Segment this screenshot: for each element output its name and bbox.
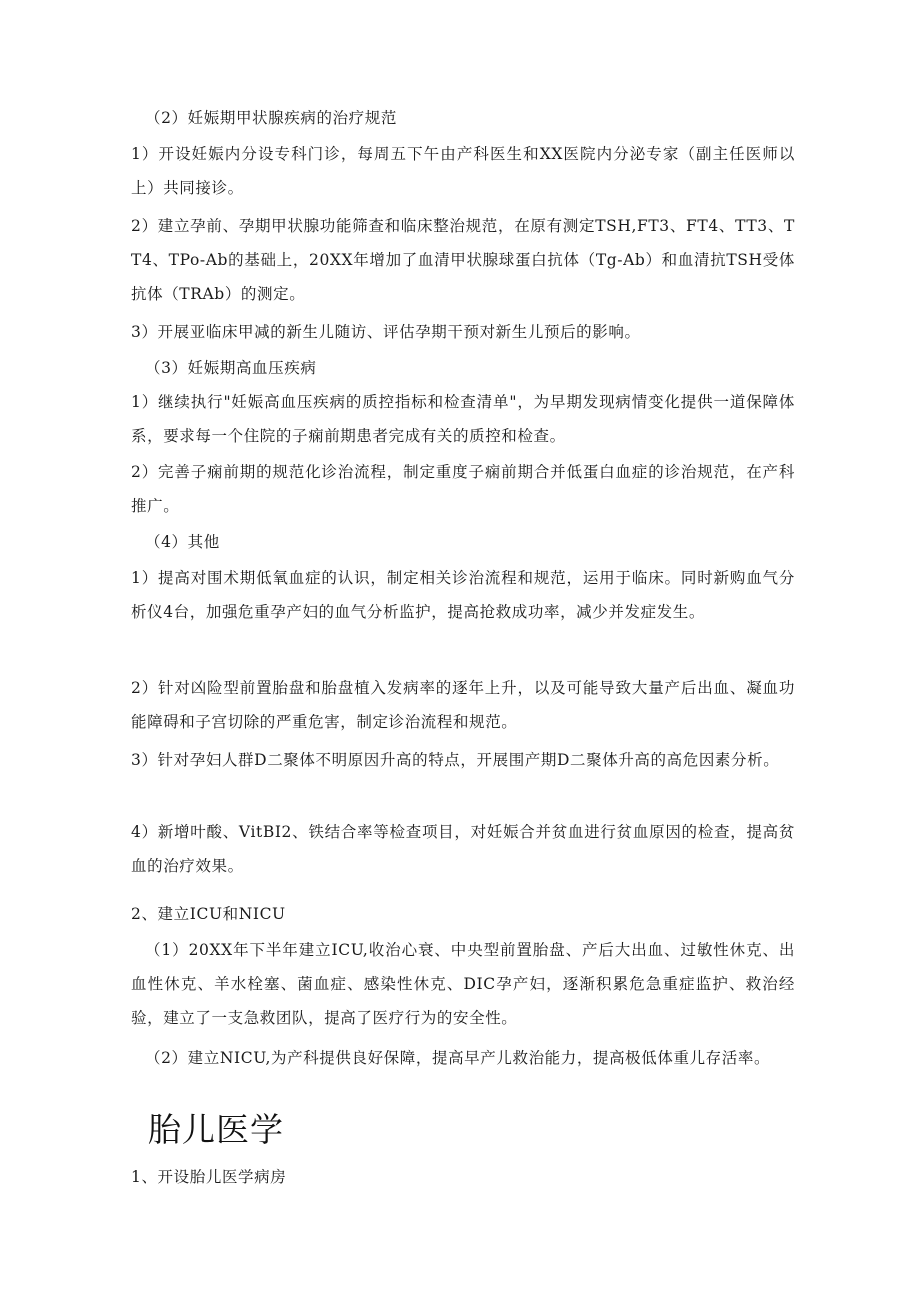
- paragraph-other-3: 3）针对孕妇人群D二聚体不明原因升高的特点，开展围产期D二聚体升高的高危因素分析。: [131, 751, 780, 769]
- paragraph-other-2: 2）针对凶险型前置胎盘和胎盘植入发病率的逐年上升，以及可能导致大量产后出血、凝血功能障碍和子宫切除的严重危害，制定诊治流程和规范。: [131, 679, 795, 731]
- paragraph-icu-2: （2）建立NICU,为产科提供良好保障，提高早产儿救治能力，提高极低体重儿存活率。: [145, 1049, 771, 1067]
- paragraph-thyroid-2: 2）建立孕前、孕期甲状腺功能筛查和临床整治规范，在原有测定TSH,FT3、FT4、TT3、TT4、TPo-Ab的基础上，20XX年增加了血清甲状腺球蛋白抗体（Tg-Ab）和血清抗TSH受体抗体（TRAb）的测定。: [131, 217, 795, 303]
- paragraph-other-1: 1）提高对围术期低氧血症的认识，制定相关诊治流程和规范，运用于临床。同时新购血气分析仪4台，加强危重孕产妇的血气分析监护，提高抢救成功率，减少并发症发生。: [131, 569, 795, 621]
- paragraph-thyroid-3: 3）开展亚临床甲减的新生儿随访、评估孕期干预对新生儿预后的影响。: [131, 323, 641, 341]
- paragraph-hypertension-1: 1）继续执行"妊娠高血压疾病的质控指标和检查清单"，为早期发现病情变化提供一道保障体系，要求每一个住院的子痫前期患者完成有关的质控和检查。: [131, 393, 795, 445]
- paragraph-other-4: 4）新增叶酸、VitBI2、铁结合率等检查项目，对妊娠合并贫血进行贫血原因的检查，提高贫血的治疗效果。: [131, 823, 795, 875]
- list-item-fetal-ward: 1、开设胎儿医学病房: [131, 1168, 287, 1186]
- section-heading-fetal-medicine: 胎儿医学: [148, 1110, 284, 1149]
- subsection-heading-hypertension: （3）妊娠期高血压疾病: [145, 359, 317, 377]
- section-heading-icu: 2、建立ICU和NICU: [131, 905, 286, 923]
- paragraph-thyroid-1: 1）开设妊娠内分设专科门诊，每周五下午由产科医生和XX医院内分泌专家（副主任医师以上）共同接诊。: [131, 145, 795, 197]
- paragraph-icu-1: （1）20XX年下半年建立ICU,收治心衰、中央型前置胎盘、产后大出血、过敏性休克、出血性休克、羊水栓塞、菌血症、感染性休克、DIC孕产妇，逐渐积累危急重症监护、救治经验，建立了一支急救团队，提高了医疗行为的安全性。: [131, 941, 795, 1027]
- paragraph-hypertension-2: 2）完善子痫前期的规范化诊治流程，制定重度子痫前期合并低蛋白血症的诊治规范，在产科推广。: [131, 463, 795, 515]
- subsection-heading-other: （4）其他: [145, 533, 220, 551]
- subsection-heading-thyroid: （2）妊娠期甲状腺疾病的治疗规范: [145, 109, 397, 127]
